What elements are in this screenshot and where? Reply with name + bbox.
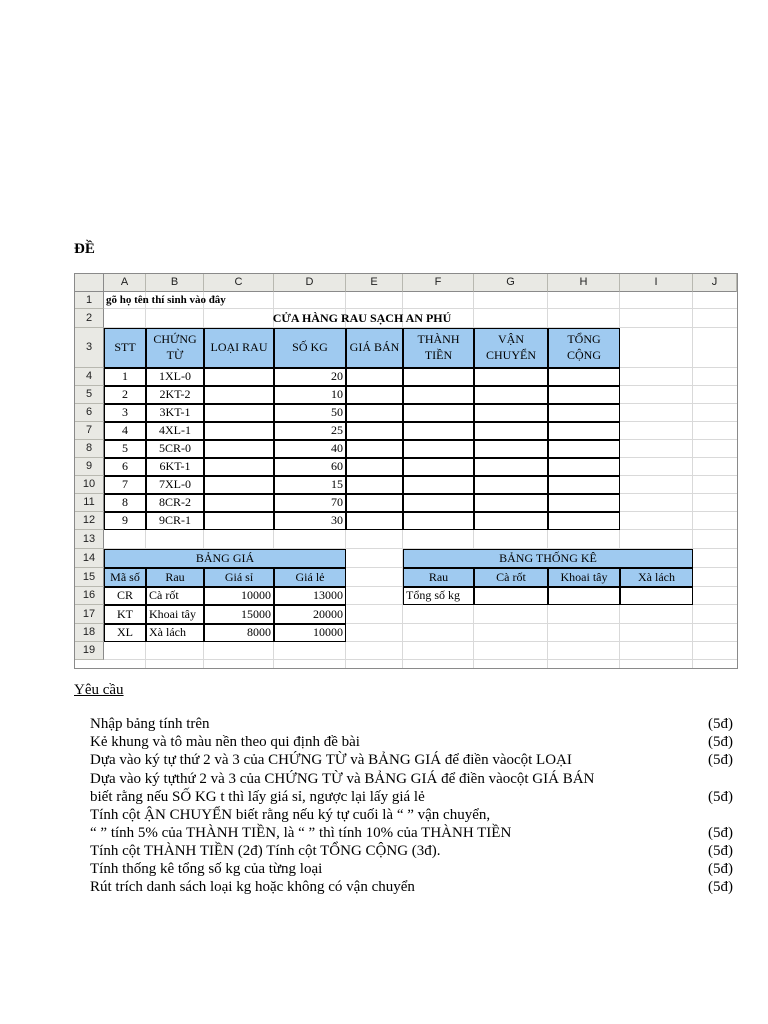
main-table-cell[interactable] (403, 476, 474, 494)
main-table-cell[interactable]: 1 (104, 368, 146, 386)
main-table-cell[interactable]: 40 (274, 440, 346, 458)
main-table-cell[interactable] (204, 386, 274, 404)
main-table-cell[interactable] (474, 440, 548, 458)
main-table-header[interactable]: GIÁ BÁN (346, 328, 403, 368)
column-header-h[interactable]: H (548, 274, 620, 292)
main-table-cell[interactable]: 6KT-1 (146, 458, 204, 476)
requirement-points: (5đ) (708, 861, 733, 877)
main-table-cell[interactable] (548, 458, 620, 476)
main-table-cell[interactable]: 5 (104, 440, 146, 458)
main-table-cell[interactable]: 9CR-1 (146, 512, 204, 530)
main-table-cell[interactable] (346, 440, 403, 458)
main-table-cell[interactable] (474, 512, 548, 530)
main-table-cell[interactable] (204, 494, 274, 512)
main-table-cell[interactable] (548, 512, 620, 530)
main-table-cell[interactable] (346, 476, 403, 494)
row-header-10[interactable]: 10 (75, 476, 104, 494)
price-table-header[interactable]: Giá lẻ (274, 568, 346, 587)
price-table-cell[interactable]: 8000 (204, 624, 274, 642)
row-header-15[interactable]: 15 (75, 568, 104, 587)
price-table-header[interactable]: Rau (146, 568, 204, 587)
requirement-points: (5đ) (708, 843, 733, 859)
row-header-14[interactable]: 14 (75, 549, 104, 568)
main-table-cell[interactable]: 70 (274, 494, 346, 512)
requirement-points: (5đ) (708, 789, 733, 805)
main-table-cell[interactable] (548, 386, 620, 404)
column-header-j[interactable]: J (693, 274, 737, 292)
column-header-a[interactable]: A (104, 274, 146, 292)
stats-table-cell[interactable] (548, 587, 620, 605)
main-table-cell[interactable] (346, 368, 403, 386)
main-table-cell[interactable] (548, 422, 620, 440)
price-table-header[interactable]: Giá sỉ (204, 568, 274, 587)
column-header-e[interactable]: E (346, 274, 403, 292)
main-table-cell[interactable]: 30 (274, 512, 346, 530)
spreadsheet-screenshot (74, 273, 738, 669)
main-table-cell[interactable]: 7XL-0 (146, 476, 204, 494)
main-table-cell[interactable] (204, 422, 274, 440)
main-table-cell[interactable] (346, 494, 403, 512)
main-table-cell[interactable]: 4 (104, 422, 146, 440)
main-table-cell[interactable] (346, 422, 403, 440)
requirement-text: Tính cột ẬN CHUYỂN biết rằng nếu ký tự cuối là “ ” vận chuyển, (90, 807, 491, 823)
requirement-points: (5đ) (708, 716, 733, 732)
requirement-text: Rút trích danh sách loại kg hoặc không có vận chuyển (90, 879, 415, 895)
main-table-cell[interactable]: 20 (274, 368, 346, 386)
select-all-corner[interactable] (75, 274, 104, 292)
requirement-points: (5đ) (708, 752, 733, 768)
gridline (104, 659, 737, 660)
price-table-cell[interactable]: Cà rốt (146, 587, 204, 605)
main-table-cell[interactable] (474, 476, 548, 494)
stats-table-cell[interactable] (474, 587, 548, 605)
main-table-cell[interactable] (474, 386, 548, 404)
row-header-1[interactable]: 1 (75, 292, 104, 309)
requirement-text: biết rằng nếu SỐ KG t thì lấy giá sỉ, ngược lại lấy giá lẻ (90, 789, 425, 805)
main-table-cell[interactable] (346, 512, 403, 530)
stats-table-header[interactable]: Xà lách (620, 568, 693, 587)
main-table-cell[interactable]: 8CR-2 (146, 494, 204, 512)
price-table-header[interactable]: Mã số (104, 568, 146, 587)
main-table-cell[interactable]: 9 (104, 512, 146, 530)
store-title[interactable]: CỬA HÀNG RAU SẠCH AN PHÚ (272, 310, 452, 325)
main-table-cell[interactable]: 6 (104, 458, 146, 476)
price-table-cell[interactable]: 20000 (274, 605, 346, 624)
requirement-text: Tính cột THÀNH TIỀN (2đ) Tính cột TỔNG CỘNG (3đ). (90, 843, 441, 859)
main-table-cell[interactable] (403, 494, 474, 512)
column-header-i[interactable]: I (620, 274, 693, 292)
price-table-title[interactable]: BẢNG GIÁ (104, 549, 346, 568)
main-table-cell[interactable] (403, 440, 474, 458)
main-table-cell[interactable] (204, 476, 274, 494)
row-header-19[interactable]: 19 (75, 642, 104, 660)
main-table-cell[interactable]: 50 (274, 404, 346, 422)
page-heading: ĐỀ (74, 241, 95, 257)
price-table-cell[interactable]: 15000 (204, 605, 274, 624)
main-table-cell[interactable]: 15 (274, 476, 346, 494)
price-table-cell[interactable]: Khoai tây (146, 605, 204, 624)
row-header-16[interactable]: 16 (75, 587, 104, 605)
column-header-g[interactable]: G (474, 274, 548, 292)
cell-a1[interactable]: gõ họ tên thí sinh vào đây (106, 294, 226, 307)
main-table-cell[interactable]: 2KT-2 (146, 386, 204, 404)
requirement-text: Nhập bảng tính trên (90, 716, 210, 732)
main-table-cell[interactable] (548, 440, 620, 458)
price-table-cell[interactable]: 10000 (274, 624, 346, 642)
row-header-8[interactable]: 8 (75, 440, 104, 458)
main-table-cell[interactable]: 3KT-1 (146, 404, 204, 422)
main-table-cell[interactable] (403, 458, 474, 476)
requirement-text: Kẻ khung và tô màu nền theo qui định đề bài (90, 734, 360, 750)
main-table-cell[interactable] (474, 494, 548, 512)
row-header-9[interactable]: 9 (75, 458, 104, 476)
main-table-header[interactable]: LOẠI RAU (204, 328, 274, 368)
main-table-cell[interactable] (346, 386, 403, 404)
price-table-cell[interactable]: KT (104, 605, 146, 624)
price-table-cell[interactable]: XL (104, 624, 146, 642)
main-table-cell[interactable] (346, 404, 403, 422)
main-table-cell[interactable] (403, 368, 474, 386)
stats-table-cell[interactable] (620, 587, 693, 605)
price-table-cell[interactable]: Xà lách (146, 624, 204, 642)
row-header-12[interactable]: 12 (75, 512, 104, 530)
main-table-cell[interactable]: 25 (274, 422, 346, 440)
requirement-text: Dựa vào ký tựthứ 2 và 3 của CHỨNG TỪ và BẢNG GIÁ để điền vàocột GIÁ BÁN (90, 771, 595, 787)
main-table-cell[interactable]: 5CR-0 (146, 440, 204, 458)
column-header-f[interactable]: F (403, 274, 474, 292)
main-table-header[interactable]: CHỨNG TỪ (146, 328, 204, 368)
column-header-c[interactable]: C (204, 274, 274, 292)
main-table-cell[interactable] (474, 422, 548, 440)
main-table-cell[interactable] (403, 512, 474, 530)
main-table-cell[interactable] (204, 458, 274, 476)
main-table-cell[interactable] (204, 512, 274, 530)
row-header-6[interactable]: 6 (75, 404, 104, 422)
row-header-7[interactable]: 7 (75, 422, 104, 440)
main-table-cell[interactable] (474, 368, 548, 386)
price-table-cell[interactable]: 13000 (274, 587, 346, 605)
requirement-text: Tính thống kê tổng số kg của từng loại (90, 861, 323, 877)
row-header-17[interactable]: 17 (75, 605, 104, 624)
main-table-cell[interactable] (474, 404, 548, 422)
requirement-text: “ ” tính 5% của THÀNH TIỀN, là “ ” thì tính 10% của THÀNH TIỀN (90, 825, 512, 841)
main-table-cell[interactable]: 60 (274, 458, 346, 476)
column-header-b[interactable]: B (146, 274, 204, 292)
main-table-header[interactable]: SỐ KG (274, 328, 346, 368)
row-header-2[interactable]: 2 (75, 309, 104, 328)
main-table-cell[interactable]: 10 (274, 386, 346, 404)
stats-table-header[interactable]: Cà rốt (474, 568, 548, 587)
main-table-header[interactable]: STT (104, 328, 146, 368)
row-header-13[interactable]: 13 (75, 530, 104, 549)
main-table-cell[interactable]: 7 (104, 476, 146, 494)
main-table-cell[interactable]: 2 (104, 386, 146, 404)
main-table-header[interactable]: VẬN CHUYỂN (474, 328, 548, 368)
main-table-cell[interactable]: 1XL-0 (146, 368, 204, 386)
requirements-title: Yêu cầu (74, 682, 124, 698)
stats-table-title[interactable]: BẢNG THỐNG KÊ (403, 549, 693, 568)
main-table-cell[interactable] (204, 440, 274, 458)
row-header-4[interactable]: 4 (75, 368, 104, 386)
main-table-cell[interactable] (403, 386, 474, 404)
main-table-cell[interactable] (403, 404, 474, 422)
row-header-11[interactable]: 11 (75, 494, 104, 512)
main-table-cell[interactable] (403, 422, 474, 440)
main-table-cell[interactable] (474, 458, 548, 476)
main-table-cell[interactable] (548, 368, 620, 386)
main-table-cell[interactable] (346, 458, 403, 476)
main-table-cell[interactable]: 4XL-1 (146, 422, 204, 440)
requirement-points: (5đ) (708, 734, 733, 750)
main-table-cell[interactable] (204, 404, 274, 422)
row-header-3[interactable]: 3 (75, 328, 104, 368)
row-header-18[interactable]: 18 (75, 624, 104, 642)
main-table-cell[interactable] (204, 368, 274, 386)
requirement-points: (5đ) (708, 825, 733, 841)
stats-table-cell[interactable]: Tổng số kg (403, 587, 474, 605)
requirement-text: Dựa vào ký tự thứ 2 và 3 của CHỨNG TỪ và BẢNG GIÁ để điền vàocột LOẠI (90, 752, 572, 768)
gridline (692, 292, 693, 668)
main-table-header[interactable]: THÀNH TIỀN (403, 328, 474, 368)
stats-table-header[interactable]: Rau (403, 568, 474, 587)
main-table-cell[interactable] (548, 404, 620, 422)
stats-table-header[interactable]: Khoai tây (548, 568, 620, 587)
main-table-cell[interactable]: 3 (104, 404, 146, 422)
requirement-points: (5đ) (708, 879, 733, 895)
main-table-header[interactable]: TỔNG CỘNG (548, 328, 620, 368)
row-header-5[interactable]: 5 (75, 386, 104, 404)
main-table-cell[interactable] (548, 494, 620, 512)
price-table-cell[interactable]: 10000 (204, 587, 274, 605)
column-header-d[interactable]: D (274, 274, 346, 292)
main-table-cell[interactable] (548, 476, 620, 494)
price-table-cell[interactable]: CR (104, 587, 146, 605)
main-table-cell[interactable]: 8 (104, 494, 146, 512)
